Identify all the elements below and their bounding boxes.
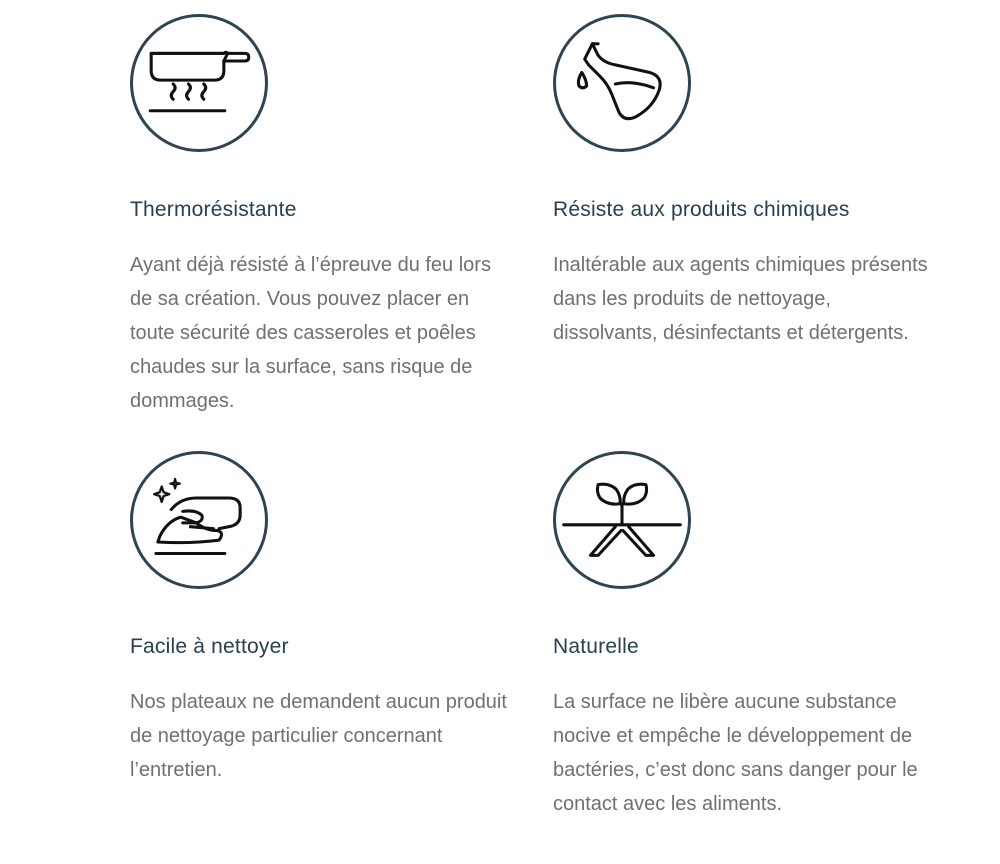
feature-title: Facile à nettoyer: [130, 635, 289, 658]
chemical-flask-icon: [553, 14, 691, 152]
feature-description: Nos plateaux ne demandent aucun produit de nettoyage particulier concernant l’entretien.: [130, 691, 507, 781]
feature-heat-resistant: [130, 14, 530, 418]
feature-description: Ayant déjà résisté à l’épreuve du feu lors de sa création. Vous pouvez placer en toute sécurité des casseroles et poêles chaudes sur la surface, sans risque de dommages.: [130, 254, 491, 412]
feature-easy-to-clean: [130, 451, 530, 787]
feature-description: Inaltérable aux agents chimiques présents dans les produits de nettoyage, dissolvants, désinfectants et détergents.: [553, 254, 928, 344]
feature-title: Résiste aux produits chimiques: [553, 198, 850, 221]
feature-natural: [553, 451, 953, 821]
feature-title: Thermorésistante: [130, 198, 297, 221]
feature-chemical-resistant: [553, 14, 953, 350]
feature-title: Naturelle: [553, 635, 639, 658]
wiping-hand-icon: [130, 451, 268, 589]
sprout-icon: [553, 451, 691, 589]
hot-pan-icon: [130, 14, 268, 152]
feature-description: La surface ne libère aucune substance nocive et empêche le développement de bactéries, c’est donc sans danger pour le contact avec les aliments.: [553, 691, 918, 815]
